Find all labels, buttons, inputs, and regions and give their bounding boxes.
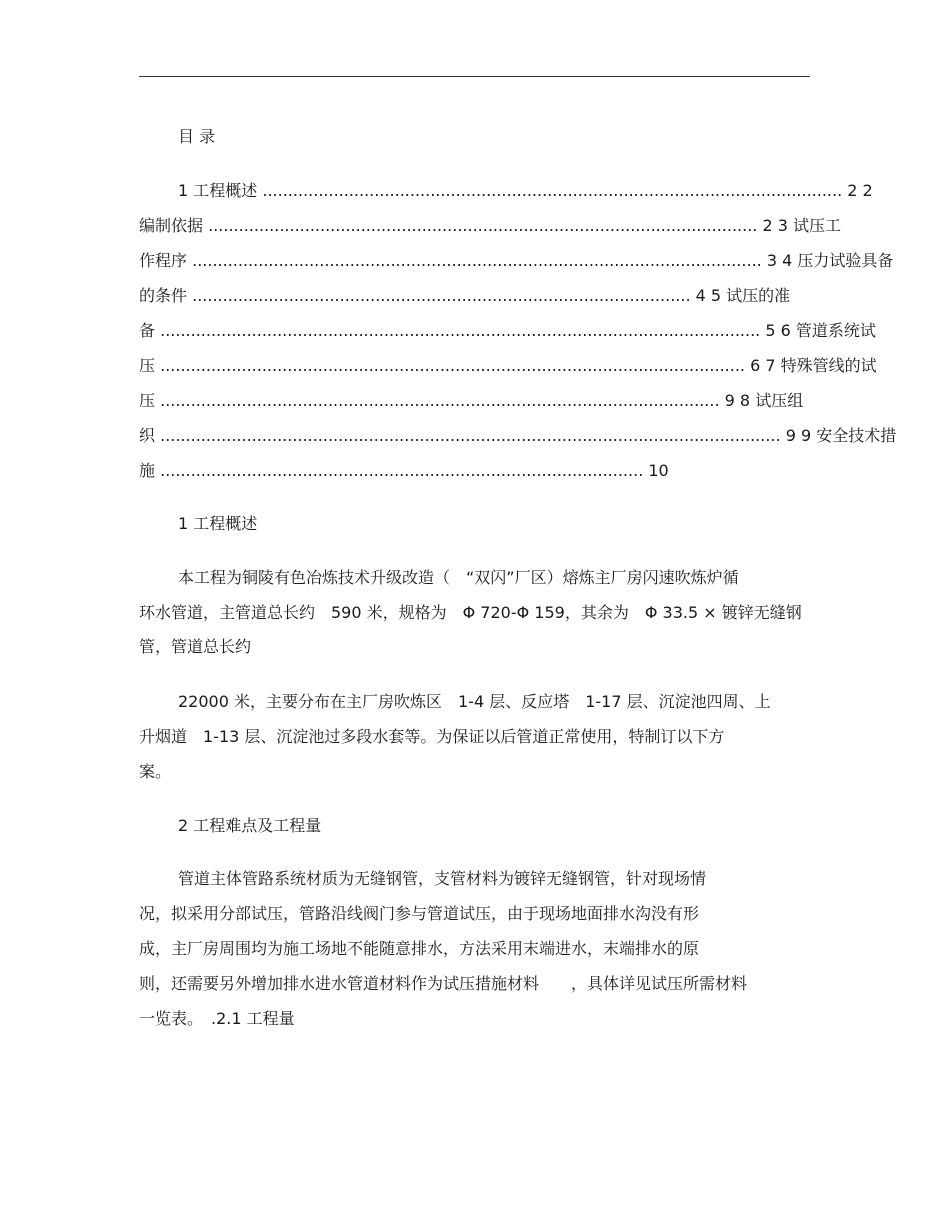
header-rule (139, 76, 810, 77)
toc-entry-dots: ............................................................................................... (160, 461, 644, 480)
toc-entry-dots: .................................................................................................. (192, 286, 691, 305)
toc-entry[interactable] (139, 216, 841, 236)
toc-entry-page: 10 (648, 461, 669, 480)
toc-entry-page: 5 6 管道系统试 (765, 321, 876, 340)
toc-entry[interactable] (139, 391, 803, 411)
section-heading-difficulties: 2 工程难点及工程量 (178, 816, 322, 835)
toc-entry[interactable] (178, 181, 873, 201)
toc-entry-page: 9 9 安全技术措 (785, 426, 897, 445)
toc-entry-dots: ................................................................................................................ (192, 251, 762, 270)
paragraph-line: 22000 米，主要分布在主厂房吹炼区 1-4 层、反应塔 1-17 层、沉淀池四周、上 (178, 692, 771, 711)
paragraph-line: 环水管道，主管道总长约 590 米，规格为 Φ 720-Φ 159，其余为 Φ 33.5 × 镀锌无缝钢 (139, 603, 802, 622)
toc-entry-dots: .............................................................................................................. (160, 391, 720, 410)
paragraph-line: 况，拟采用分部试压，管路沿线阀门参与管道试压，由于现场地面排水沟没有形 (139, 904, 700, 923)
paragraph-line: 本工程为铜陵有色冶炼技术升级改造（ “双闪”厂区）熔炼主厂房闪速吹炼炉循 (178, 568, 739, 587)
paragraph-line: 管道主体管路系统材质为无缝钢管，支管材料为镀锌无缝钢管，针对现场情 (178, 869, 707, 888)
toc-entry-page: 6 7 特殊管线的试 (750, 356, 877, 375)
toc-entry-label: 备 (139, 321, 156, 340)
toc-entry-label: 作程序 (139, 251, 188, 270)
toc-entry-label: 的条件 (139, 286, 188, 305)
toc-entry-page: 4 5 试压的准 (695, 286, 791, 305)
toc-entry-label: 施 (139, 461, 156, 480)
paragraph-line: 升烟道 1-13 层、沉淀池过多段水套等。为保证以后管道正常使用，特制订以下方 (139, 727, 725, 746)
toc-entry-dots: ................................................................................................................... (160, 356, 745, 375)
toc-entry-label: 1 工程概述 (178, 181, 258, 200)
paragraph-line: 案。 (139, 762, 172, 781)
toc-entry[interactable] (139, 426, 896, 446)
toc-entry[interactable] (139, 286, 790, 306)
section-heading-overview: 1 工程概述 (178, 514, 258, 533)
toc-entry-label: 织 (139, 426, 156, 445)
toc-entry-label: 压 (139, 356, 156, 375)
toc-entry[interactable] (139, 461, 669, 481)
toc-entry[interactable] (139, 321, 876, 341)
toc-entry-page: 2 2 (847, 181, 873, 200)
toc-entry-dots: ...................................................................................................................... (160, 321, 761, 340)
toc-entry-page: 9 8 试压组 (724, 391, 804, 410)
toc-entry-page: 3 4 压力试验具备 (766, 251, 894, 270)
toc-entry[interactable] (139, 251, 893, 271)
paragraph-line: 一览表。 .2.1 工程量 (139, 1009, 295, 1028)
toc-entry-dots: .................................................................................................................. (262, 181, 843, 200)
paragraph-line: 成，主厂房周围均为施工场地不能随意排水，方法采用末端进水，末端排水的原 (139, 939, 700, 958)
toc-title: 目 录 (178, 127, 216, 146)
toc-entry-page: 2 3 试压工 (762, 216, 842, 235)
toc-entry-label: 编制依据 (139, 216, 204, 235)
paragraph-line: 管，管道总长约 (139, 637, 252, 656)
paragraph-line: 则，还需要另外增加排水进水管道材料作为试压措施材料 ，具体详见试压所需材料 (139, 974, 748, 993)
toc-entry-label: 压 (139, 391, 156, 410)
toc-entry-dots: ............................................................................................................ (208, 216, 758, 235)
toc-entry-dots: .......................................................................................................................... (160, 426, 781, 445)
toc-entry[interactable] (139, 356, 877, 376)
